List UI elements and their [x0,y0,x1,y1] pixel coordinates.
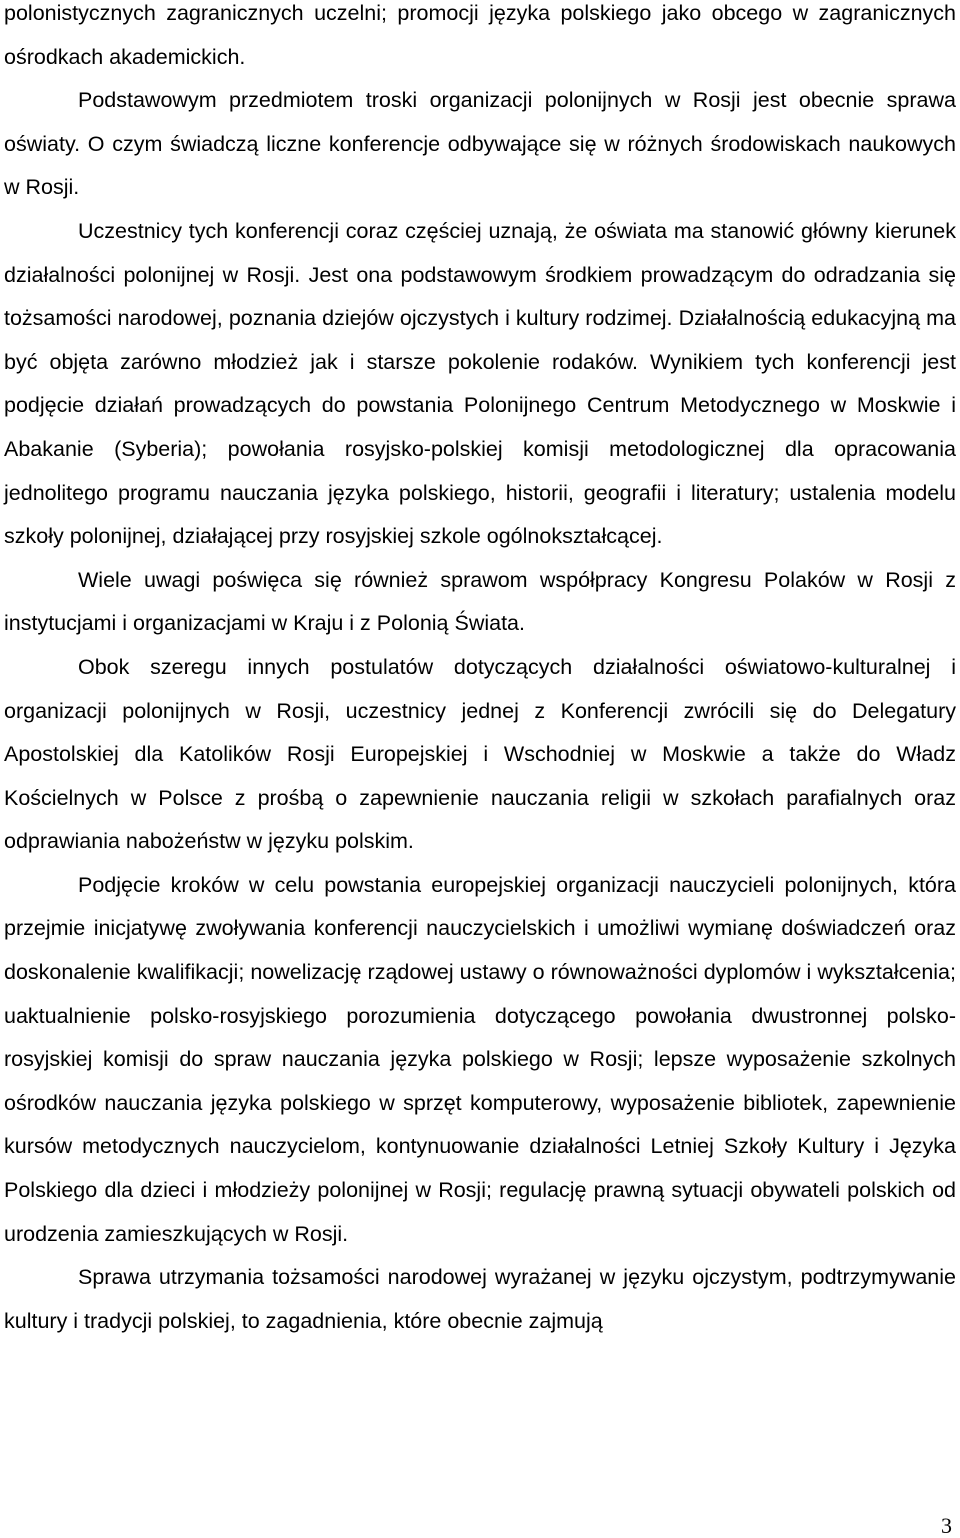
document-page [4,0,956,1343]
paragraph-1: polonistycznych zagranicznych uczelni; promocji języka polskiego jako obcego w zagranicznych ośrodkach akademickich. [4,1,956,69]
paragraph-4: Wiele uwagi poświęca się również sprawom współpracy Kongresu Polaków w Rosji z instytucjami i organizacjami w Kraju i z Polonią Świata. [4,567,956,636]
paragraph-7: Sprawa utrzymania tożsamości narodowej wyrażanej w języku ojczystym, podtrzymywanie kultury i tradycji polskiej, to zagadnienia, które obecnie zajmują [4,1265,956,1333]
page-number: 3 [941,1513,952,1538]
paragraph-5: Obok szeregu innych postulatów dotyczących działalności oświatowo-kulturalnej i organizacji polonijnych w Rosji, uczestnicy jednej z Konferencji zwrócili się do Delegatury Apostolskiej dla Katolików Rosji Europejskiej i Wschodniej w Moskwie a także do Władz Kościelnych w Polsce z prośbą o zapewnienie nauczania religii w szkołach parafialnych oraz odprawiania nabożeństw w języku polskim. [4,654,956,854]
paragraph-2: Podstawowym przedmiotem troski organizacji polonijnych w Rosji jest obecnie sprawa oświaty. O czym świadczą liczne konferencje odbywające się w różnych środowiskach naukowych w Rosji. [4,88,956,200]
paragraph-6: Podjęcie kroków w celu powstania europejskiej organizacji nauczycieli polonijnych, która przejmie inicjatywę zwoływania konferencji nauczycielskich i umożliwi wymianę doświadczeń oraz doskonalenie kwalifikacji; nowelizację rządowej ustawy o równoważności dyplomów i wykształcenia; uaktualnienie polsko-rosyjskiego porozumienia dotyczącego powołania dwustronnej polsko-rosyjskiej komisji do spraw nauczania języka polskiego w Rosji; lepsze wyposażenie szkolnych ośrodków nauczania języka polskiego w sprzęt komputerowy, wyposażenie bibliotek, zapewnienie kursów metodycznych nauczycielom, kontynuowanie działalności Letniej Szkoły Kultury i Języka Polskiego dla dzieci i młodzieży polonijnej w Rosji; regulację prawną sytuacji obywateli polskich od urodzenia zamieszkujących w Rosji. [4,872,956,1246]
paragraph-3: Uczestnicy tych konferencji coraz częściej uznają, że oświata ma stanowić główny kierunek działalności polonijnej w Rosji. Jest ona podstawowym środkiem prowadzącym do odradzania się tożsamości narodowej, poznania dziejów ojczystych i kultury rodzimej. Działalnością edukacyjną ma być objęta zarówno młodzież jak i starsze pokolenie rodaków. Wynikiem tych konferencji jest podjęcie działań prowadzących do powstania Polonijnego Centrum Metodycznego w Moskwie i Abakanie (Syberia); powołania rosyjsko-polskiej komisji metodologicznej dla opracowania jednolitego programu nauczania języka polskiego, historii, geografii i literatury; ustalenia modelu szkoły polonijnej, działającej przy rosyjskiej szkole ogólnokształcącej. [4,218,956,549]
